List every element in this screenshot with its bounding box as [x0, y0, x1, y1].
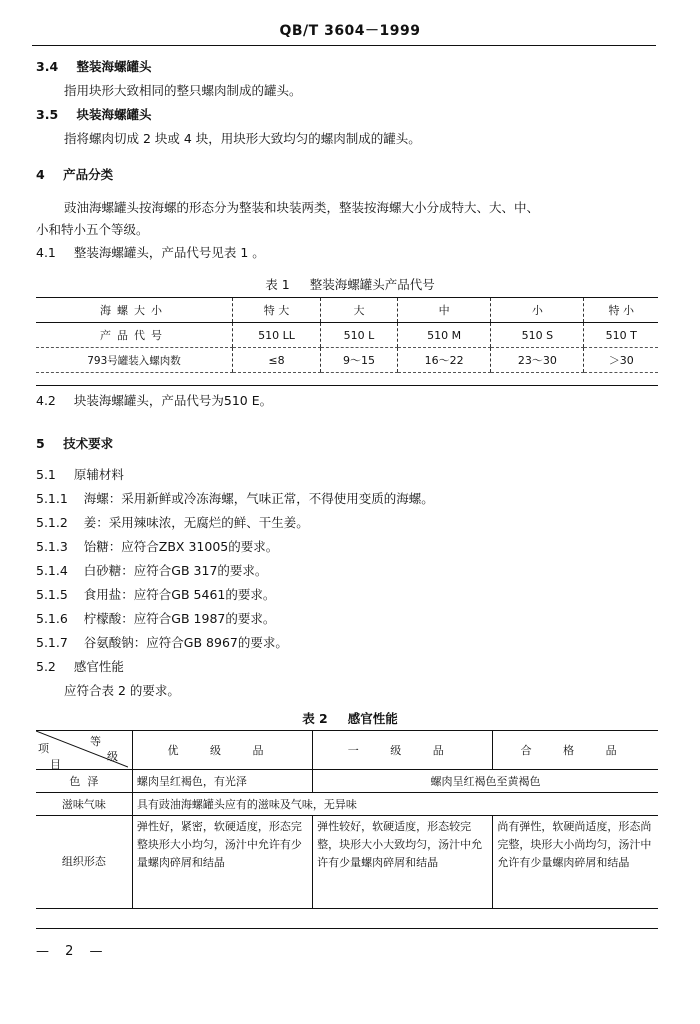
- section-3-4-heading: [36, 59, 152, 75]
- table-row: [36, 816, 658, 909]
- section-number: 5.1: [36, 467, 56, 482]
- table-row: [36, 770, 658, 793]
- table-row: [36, 348, 658, 373]
- table-2-bottom-rule: [36, 928, 658, 929]
- section-text: 饴糖：应符合ZBX 31005的要求。: [83, 539, 279, 554]
- table-cell: ≤8: [233, 348, 321, 373]
- section-number: 3.4: [36, 59, 59, 74]
- corner-label-item: 项: [38, 742, 49, 755]
- section-text: 原辅材料: [73, 467, 124, 482]
- row-label: 793号罐装入螺肉数: [36, 348, 233, 373]
- column-header: 合 格 品: [493, 731, 658, 770]
- header-rule: [32, 45, 656, 46]
- table-cell: 510 L: [321, 323, 398, 348]
- section-4-1: [36, 245, 265, 261]
- section-4-body-line2: 小和特小五个等级。: [36, 222, 149, 237]
- table-cell: 大: [321, 298, 398, 323]
- table-cell: 具有豉油海螺罐头应有的滋味及气味，无异味: [132, 793, 658, 816]
- table-cell: ＞30: [584, 348, 658, 373]
- section-text: 柠檬酸：应符合GB 1987的要求。: [83, 611, 276, 626]
- section-number: 3.5: [36, 107, 59, 122]
- table-cell: 510 T: [584, 323, 658, 348]
- table-cell: 特 小: [584, 298, 658, 323]
- standard-code-header: QB/T 3604－1999: [279, 23, 421, 39]
- table-1-bottom-rule: [36, 385, 658, 386]
- section-4-body-line1: 豉油海螺罐头按海螺的形态分为整装和块装两类，整装按海螺大小分成特大、大、中、: [64, 200, 540, 215]
- sensory-table: [36, 731, 658, 909]
- section-text: 块装海螺罐头，产品代号为510 E。: [73, 393, 273, 408]
- section-text: 谷氨酸钠：应符合GB 8967的要求。: [83, 635, 288, 650]
- table-row: [36, 323, 658, 348]
- section-5-2-body: 应符合表 2 的要求。: [64, 683, 180, 698]
- section-5-1-6: [36, 611, 275, 627]
- section-3-4-body: 指用块形大致相同的整只螺肉制成的罐头。: [64, 83, 302, 98]
- section-3-5-heading: [36, 107, 152, 123]
- table-caption-number: 表 1: [265, 277, 290, 292]
- product-code-table: [36, 298, 658, 373]
- section-title: 技术要求: [63, 436, 114, 451]
- section-5-1-7: [36, 635, 288, 651]
- row-label: 产品代号: [36, 323, 233, 348]
- section-text: 整装海螺罐头，产品代号见表 1 。: [73, 245, 265, 260]
- table-2-caption: [0, 709, 700, 727]
- section-number: 4.1: [36, 245, 56, 260]
- section-title: 整装海螺罐头: [76, 59, 152, 74]
- section-text: 海螺：采用新鲜或冷冻海螺，气味正常，不得使用变质的海螺。: [83, 491, 434, 506]
- section-number: 5.1.1: [36, 491, 68, 506]
- section-number: 5.1.2: [36, 515, 68, 530]
- table-cell: 510 LL: [233, 323, 321, 348]
- section-number: 5.1.6: [36, 611, 68, 626]
- section-4-heading: [36, 167, 113, 183]
- page-number: — 2 —: [36, 944, 109, 959]
- table-cell: 小: [491, 298, 584, 323]
- table-cell: 螺肉呈红褐色，有光泽: [132, 770, 312, 793]
- column-header: 一 级 品: [313, 731, 493, 770]
- section-5-1-4: [36, 563, 267, 579]
- table-caption-number: 表 2: [302, 711, 328, 726]
- table-cell: 23～30: [491, 348, 584, 373]
- table-cell: 9～15: [321, 348, 398, 373]
- corner-label-grade-2: 级: [107, 750, 118, 763]
- section-text: 姜：采用辣味浓，无腐烂的鲜、干生姜。: [83, 515, 309, 530]
- table-cell: 中: [397, 298, 490, 323]
- table-caption-title: 整装海螺罐头产品代号: [309, 277, 435, 292]
- section-number: 5: [36, 436, 45, 451]
- row-label: 海螺大小: [36, 298, 233, 323]
- table-cell: 弹性好，紧密，软硬适度，形态完整块形大小均匀，汤汁中允许有少量螺肉碎屑和结晶: [132, 816, 312, 909]
- column-header: 优 级 品: [132, 731, 312, 770]
- section-number: 4.2: [36, 393, 56, 408]
- section-5-1-2: [36, 515, 309, 531]
- table-cell: 510 M: [397, 323, 490, 348]
- section-text: 食用盐：应符合GB 5461的要求。: [83, 587, 276, 602]
- section-5-1-5: [36, 587, 275, 603]
- section-3-5-body: 指将螺肉切成 2 块或 4 块，用块形大致均匀的螺肉制成的罐头。: [64, 131, 421, 146]
- table-row: [36, 793, 658, 816]
- section-text: 感官性能: [73, 659, 124, 674]
- table-header-row: [36, 731, 658, 770]
- section-number: 5.1.3: [36, 539, 68, 554]
- section-5-heading: [36, 436, 113, 452]
- section-text: 白砂糖：应符合GB 317的要求。: [83, 563, 268, 578]
- row-label: 滋味气味: [36, 793, 132, 816]
- table-row: [36, 298, 658, 323]
- table-1-caption: [0, 275, 700, 293]
- section-title: 产品分类: [63, 167, 114, 182]
- corner-label-item-2: 目: [50, 758, 61, 771]
- table-cell: 螺肉呈红褐色至黄褐色: [313, 770, 658, 793]
- section-5-2: [36, 659, 124, 675]
- section-number: 5.1.4: [36, 563, 68, 578]
- table-cell: 16～22: [397, 348, 490, 373]
- section-title: 块装海螺罐头: [76, 107, 152, 122]
- section-number: 5.1.5: [36, 587, 68, 602]
- section-4-2: [36, 393, 272, 409]
- section-5-1-3: [36, 539, 278, 555]
- section-number: 4: [36, 167, 45, 182]
- table-cell: 弹性较好，软硬适度，形态较完整，块形大小大致均匀，汤汁中允许有少量螺肉碎屑和结晶: [313, 816, 493, 909]
- row-label: 色 泽: [36, 770, 132, 793]
- section-number: 5.1.7: [36, 635, 68, 650]
- table-cell: 特 大: [233, 298, 321, 323]
- corner-label-grade: 等: [90, 735, 101, 748]
- section-5-1-1: [36, 491, 434, 507]
- table-cell: 尚有弹性，软硬尚适度，形态尚完整，块形大小尚均匀，汤汁中允许有少量螺肉碎屑和结晶: [493, 816, 658, 909]
- section-5-1: [36, 467, 124, 483]
- row-label: 组织形态: [36, 816, 132, 909]
- table-cell: 510 S: [491, 323, 584, 348]
- section-number: 5.2: [36, 659, 56, 674]
- table-caption-title: 感官性能: [347, 711, 398, 726]
